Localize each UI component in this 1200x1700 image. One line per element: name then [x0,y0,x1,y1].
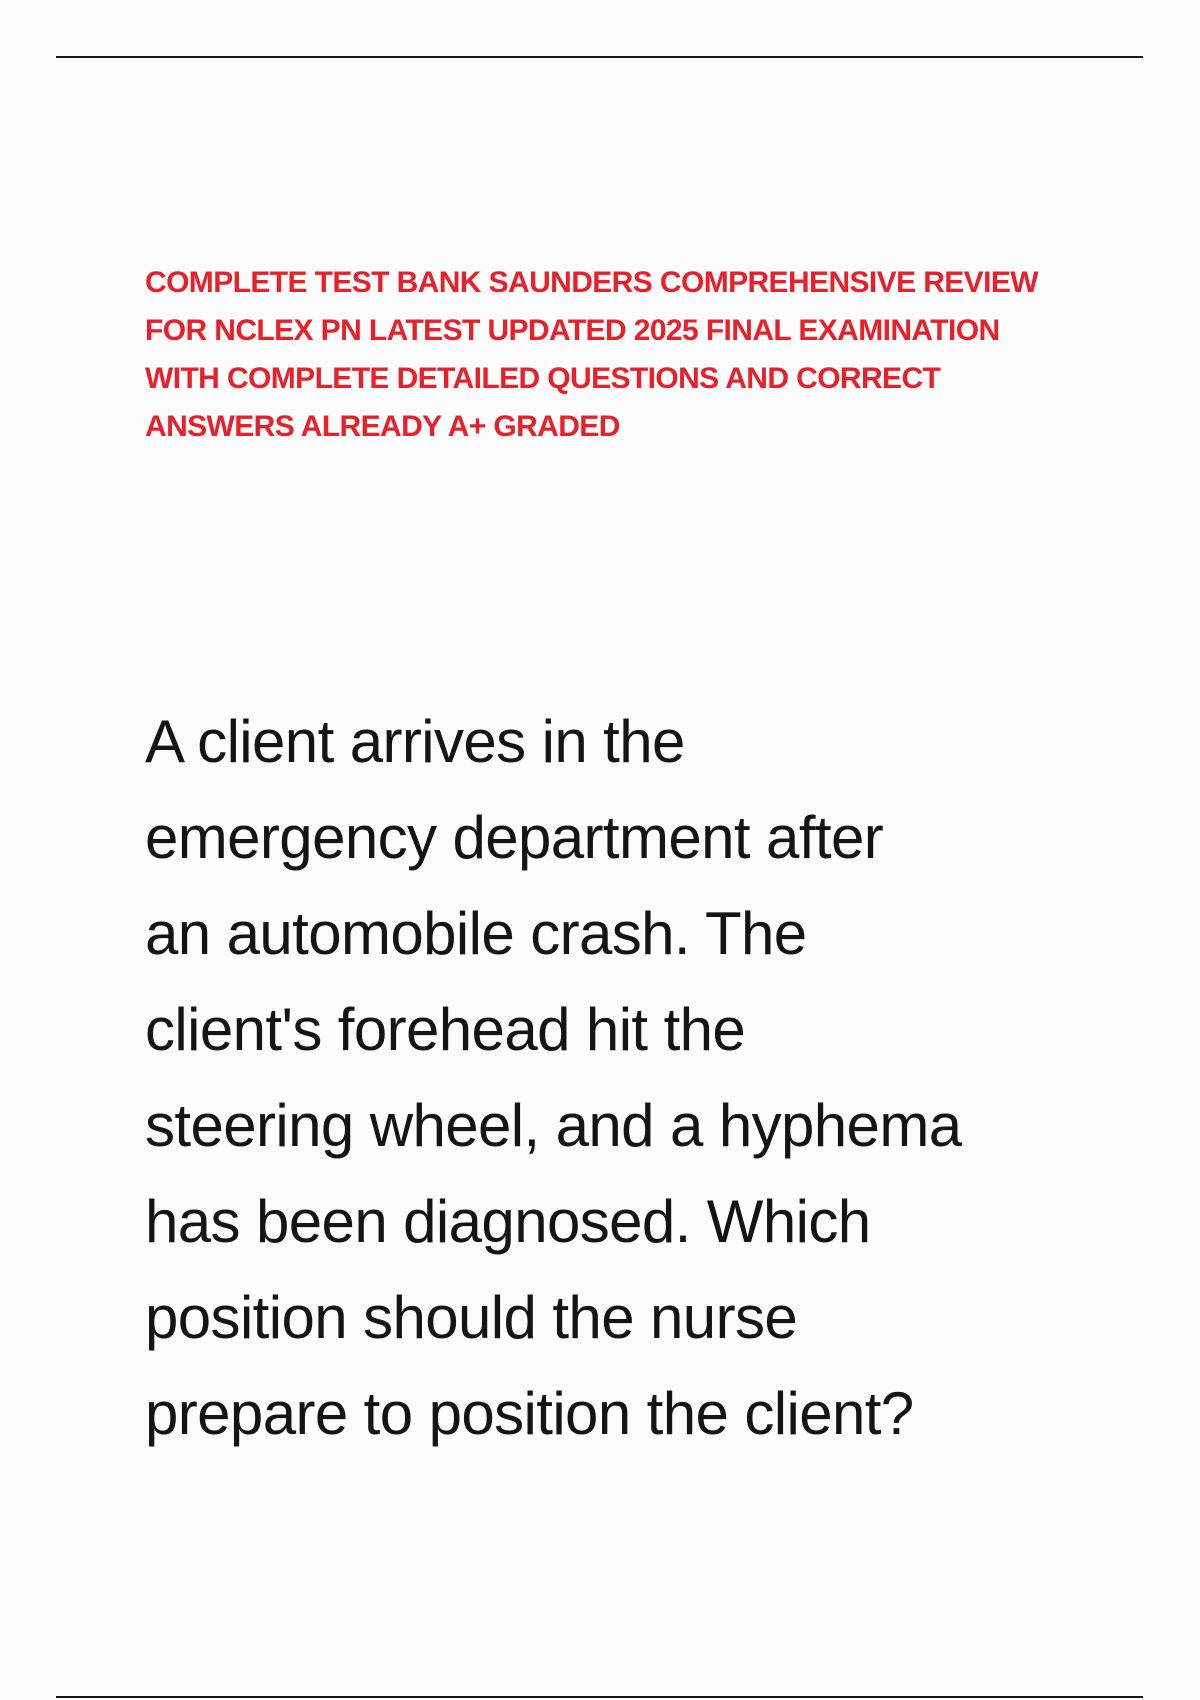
document-title-line: ANSWERS ALREADY A+ GRADED [145,410,620,443]
question-line: has been diagnosed. Which [145,1188,871,1255]
question-line: emergency department after [145,804,884,871]
question-line: A client arrives in the [145,708,685,775]
document-title-line: FOR NCLEX PN LATEST UPDATED 2025 FINAL EXAMINATION [145,314,1000,347]
question-text [145,694,1095,1462]
question-line: position should the nurse [145,1284,798,1351]
question-line: client's forehead hit the [145,996,746,1063]
document-title-line: COMPLETE TEST BANK SAUNDERS COMPREHENSIVE REVIEW [145,266,1038,299]
document-title [145,259,1075,451]
top-divider [56,56,1143,58]
question-line: steering wheel, and a hyphema [145,1092,962,1159]
question-line: an automobile crash. The [145,900,807,967]
bottom-divider [56,1696,1143,1698]
question-line: prepare to position the client? [145,1380,914,1447]
document-title-line: WITH COMPLETE DETAILED QUESTIONS AND CORRECT [145,362,941,395]
